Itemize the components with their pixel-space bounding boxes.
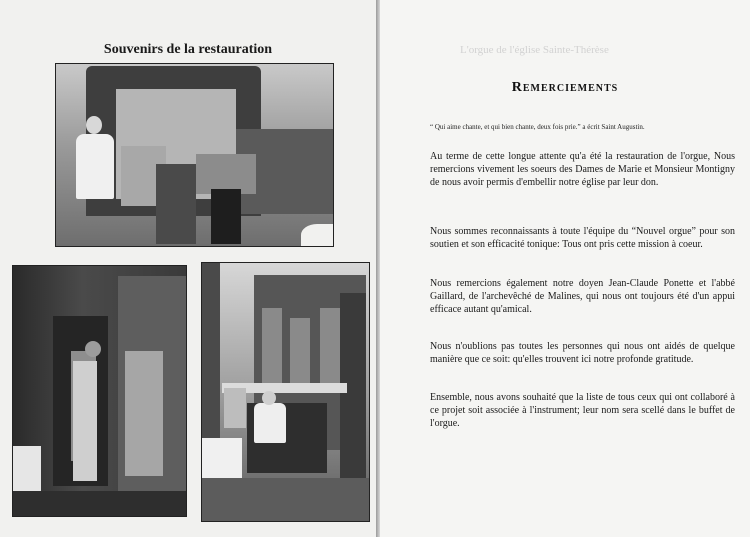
paragraph-4: Nous n'oublions pas toutes les personnes qui nous ont aidés de quelque manière que ce soit: qu'elles trouvent ici notre profonde gratitude. xyxy=(430,341,735,365)
paragraph-2: Nous sommes reconnaissants à toute l'équipe du “Nouvel orgue” pour son soutien et son efficacité tonique: Tous ont pris cette mission à coeur. xyxy=(430,226,735,250)
paragraph-3: Nous remercions également notre doyen Jean-Claude Ponette et l'abbé Gaillard, de l'archevêché de Malines, qui nous ont toujours été d'un appui efficace autant qu'amical. xyxy=(430,278,735,315)
augustine-quote: “ Qui aime chante, et qui bien chante, deux fois prie.” a écrit Saint Augustin. xyxy=(430,123,645,131)
photo-organ-case-interior xyxy=(12,265,187,517)
paragraph-5: Ensemble, nous avons souhaité que la liste de tous ceux qui ont collaboré à ce projet soit associée à l'instrument; leur nom sera scellé dans le buffet de l'orgue. xyxy=(430,392,735,429)
photo-restoration-team xyxy=(55,63,334,247)
paragraph-1: Au terme de cette longue attente qu'a été la restauration de l'orgue, Nous remercions vivement les soeurs des Dames de Marie et Monsieur Montigny de nous avoir permis d'embellir notre église par leur don. xyxy=(430,151,735,188)
faint-bleed-through-heading: L'orgue de l'église Sainte-Thérèse xyxy=(460,44,609,56)
photo-organ-with-group xyxy=(201,262,370,522)
left-page-title: Souvenirs de la restauration xyxy=(103,42,273,57)
right-page-title: Remerciements xyxy=(511,80,619,95)
